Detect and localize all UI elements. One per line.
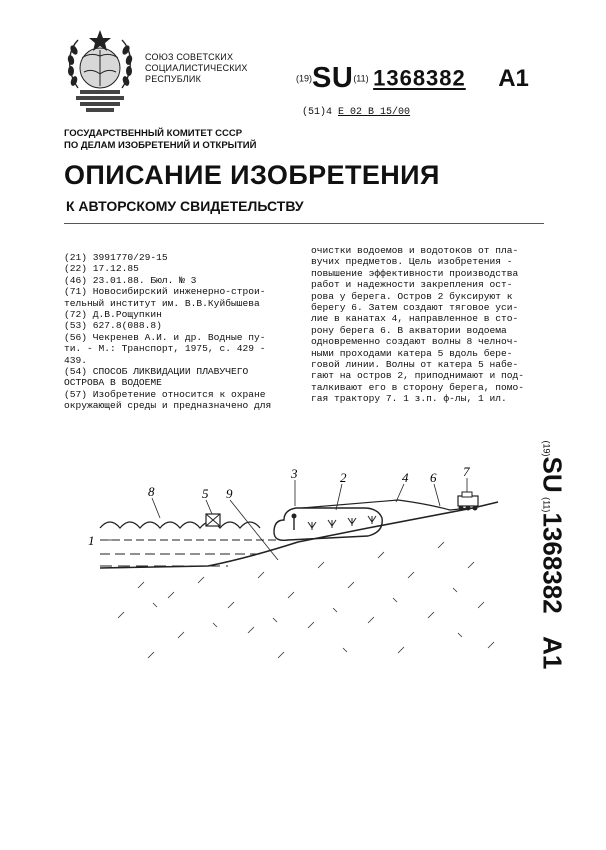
label-ropes: 4 xyxy=(402,470,409,485)
biblio-line: (21) 3991770/29-15 xyxy=(64,252,168,263)
label-island: 2 xyxy=(340,470,347,485)
biblio-line: (57) Изобретение относится к охране xyxy=(64,388,266,400)
kind-code: A1 xyxy=(498,64,529,92)
number-tag: (11) xyxy=(353,73,369,84)
abstract-line: лие в канатах 4, направленное в сто- xyxy=(311,313,519,325)
biblio-line: ОСТРОВА В ВОДОЕМЕ xyxy=(64,377,162,389)
state-line: СОЮЗ СОВЕТСКИХ xyxy=(145,52,234,62)
label-boat: 5 xyxy=(202,486,209,501)
water-body xyxy=(100,540,278,566)
document-title: ОПИСАНИЕ ИЗОБРЕТЕНИЯ xyxy=(64,160,440,190)
biblio-line: (56) Чекренев А.И. и др. Водные пу- xyxy=(64,331,266,343)
side-country-code: SU xyxy=(537,456,568,493)
ussr-emblem-icon xyxy=(60,28,140,114)
state-line: РЕСПУБЛИК xyxy=(145,74,202,84)
biblio-line: 439. xyxy=(64,354,88,366)
committee-line: ГОСУДАРСТВЕННЫЙ КОМИТЕТ СССР xyxy=(64,128,243,139)
abstract-line: талкивают его в сторону берега, помо- xyxy=(311,381,525,393)
biblio-line: окружающей среды и предназначено для xyxy=(64,400,272,412)
abstract-text xyxy=(311,245,546,405)
boat xyxy=(206,514,220,526)
abstract-line: говой линии. Волны от катера 5 набе- xyxy=(311,359,519,371)
tractor xyxy=(458,492,478,511)
biblio-line: (54) СПОСОБ ЛИКВИДАЦИИ ПЛАВУЧЕГО xyxy=(64,366,249,378)
abstract-line: повышение эффективности производства xyxy=(311,267,519,279)
abstract-line: гают на остров 2, приподнимают и под- xyxy=(311,370,525,382)
patent-number: 1368382 xyxy=(373,65,466,91)
side-country-tag: (19) xyxy=(541,440,552,457)
state-name xyxy=(145,52,248,85)
technical-drawing xyxy=(78,458,508,678)
committee-name xyxy=(64,128,256,152)
bibliographic-data xyxy=(64,252,296,412)
label-marker: 3 xyxy=(291,466,298,481)
biblio-line: (22) 17.12.85 xyxy=(64,263,139,275)
label-tractor: 7 xyxy=(463,464,470,479)
side-number-tag: (11) xyxy=(541,497,552,513)
abstract-line: одновременно создают волны 8 челноч- xyxy=(311,336,519,348)
drawing-svg xyxy=(78,458,508,678)
country-tag: (19) xyxy=(296,73,313,84)
abstract-line: берегу 6. Затем создают тяговое уси- xyxy=(311,302,519,314)
ussr-emblem xyxy=(60,28,140,114)
biblio-line: (53) 627.8(088.8) xyxy=(64,320,162,332)
label-slope: 9 xyxy=(226,486,233,501)
header-divider xyxy=(64,223,544,224)
waves xyxy=(100,522,260,528)
abstract-line: ными проходами катера 5 вдоль бере- xyxy=(311,347,513,359)
side-patent-number-value: 1368382 xyxy=(537,512,568,614)
label-waves: 8 xyxy=(148,484,155,499)
abstract-line: работ и надежности закрепления ост- xyxy=(311,279,513,291)
state-line: СОЦИАЛИСТИЧЕСКИХ xyxy=(145,63,248,73)
biblio-line: ти. - М.: Транспорт, 1975, с. 429 - xyxy=(64,343,266,355)
label-bank: 6 xyxy=(430,470,437,485)
country-code: SU xyxy=(312,62,354,94)
abstract-line: очистки водоемов и водотоков от пла- xyxy=(311,245,519,256)
abstract-line: гая трактору 7. 1 з.п. ф-лы, 1 ил. xyxy=(311,393,507,405)
ipc-code: E 02 B 15/00 xyxy=(338,107,411,118)
biblio-line: (46) 23.01.88. Бюл. № 3 xyxy=(64,274,197,286)
committee-line: ПО ДЕЛАМ ИЗОБРЕТЕНИЙ И ОТКРЫТИЙ xyxy=(64,140,257,151)
document-subtitle: К АВТОРСКОМУ СВИДЕТЕЛЬСТВУ xyxy=(66,198,304,214)
biblio-line: (71) Новосибирский инженерно-строи- xyxy=(64,286,266,298)
label-water: 1 xyxy=(88,533,95,548)
patent-number-block xyxy=(296,62,529,95)
ground-hatching xyxy=(118,542,494,658)
abstract-line: вучих предметов. Цель изобретения - xyxy=(311,256,513,268)
side-kind-code: A1 xyxy=(537,636,568,670)
abstract-line: рова у берега. Остров 2 буксируют к xyxy=(311,290,513,302)
abstract-line: рону берега 6. В акватории водоема xyxy=(311,324,507,336)
ipc-classification xyxy=(302,107,410,118)
side-patent-number xyxy=(532,440,572,700)
ipc-prefix: (51)4 xyxy=(302,107,333,118)
biblio-line: тельный институт им. В.В.Куйбышева xyxy=(64,297,260,309)
biblio-line: (72) Д.В.Рощупкин xyxy=(64,309,162,321)
